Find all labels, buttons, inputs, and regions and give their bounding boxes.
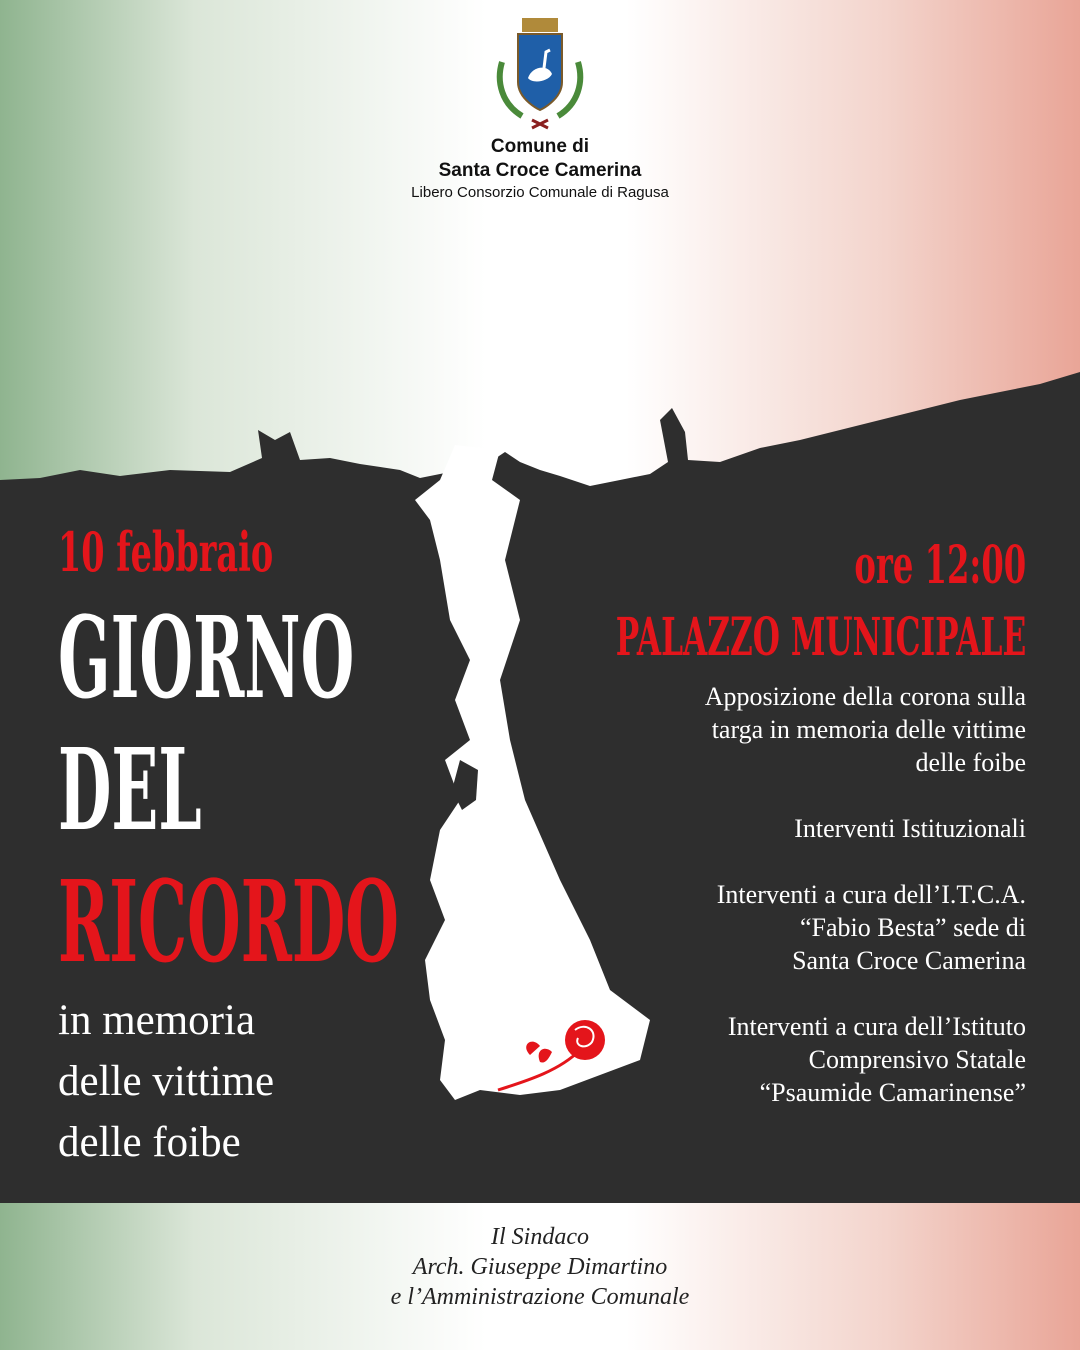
memorial-subtitle bbox=[58, 990, 274, 1173]
consortium-name: Libero Consorzio Comunale di Ragusa bbox=[411, 184, 669, 201]
footer-signature bbox=[0, 1222, 1080, 1312]
program-line: Interventi a cura dell’I.T.C.A. bbox=[716, 880, 1026, 909]
program-line: delle foibe bbox=[915, 748, 1026, 777]
municipality-name: Santa Croce Camerina bbox=[438, 160, 642, 181]
program-list bbox=[566, 680, 1026, 1142]
title-word-ricordo: RICORDO bbox=[58, 857, 399, 988]
crest-icon bbox=[492, 12, 588, 136]
subtitle-line: delle vittime bbox=[58, 1058, 275, 1105]
program-item bbox=[566, 878, 1026, 977]
program-line: Interventi a cura dell’Istituto bbox=[727, 1012, 1026, 1041]
comune-label: Comune di bbox=[490, 136, 590, 157]
title-word-del: DEL bbox=[58, 725, 202, 856]
program-line: targa in memoria delle vittime bbox=[711, 715, 1026, 744]
program-line: Comprensivo Statale bbox=[808, 1045, 1026, 1074]
program-item bbox=[566, 680, 1026, 779]
footer-line: Arch. Giuseppe Dimartino bbox=[412, 1254, 668, 1280]
program-item bbox=[566, 812, 1026, 845]
footer-line: Il Sindaco bbox=[491, 1224, 589, 1250]
title-word-giorno: GIORNO bbox=[58, 593, 355, 724]
event-time: ore 12:00 bbox=[854, 535, 1026, 596]
program-item bbox=[566, 1010, 1026, 1109]
subtitle-line: in memoria bbox=[58, 997, 256, 1044]
program-line: Interventi Istituzionali bbox=[794, 814, 1026, 843]
event-place: PALAZZO MUNICIPALE bbox=[615, 607, 1026, 668]
subtitle-line: delle foibe bbox=[58, 1119, 241, 1166]
program-line: “Fabio Besta” sede di bbox=[800, 913, 1026, 942]
program-line: Apposizione della corona sulla bbox=[704, 682, 1026, 711]
program-line: Santa Croce Camerina bbox=[792, 946, 1026, 975]
footer-line: e l’Amministrazione Comunale bbox=[390, 1284, 690, 1310]
event-date: 10 febbraio bbox=[58, 520, 274, 584]
program-line: “Psaumide Camarinense” bbox=[759, 1078, 1026, 1107]
